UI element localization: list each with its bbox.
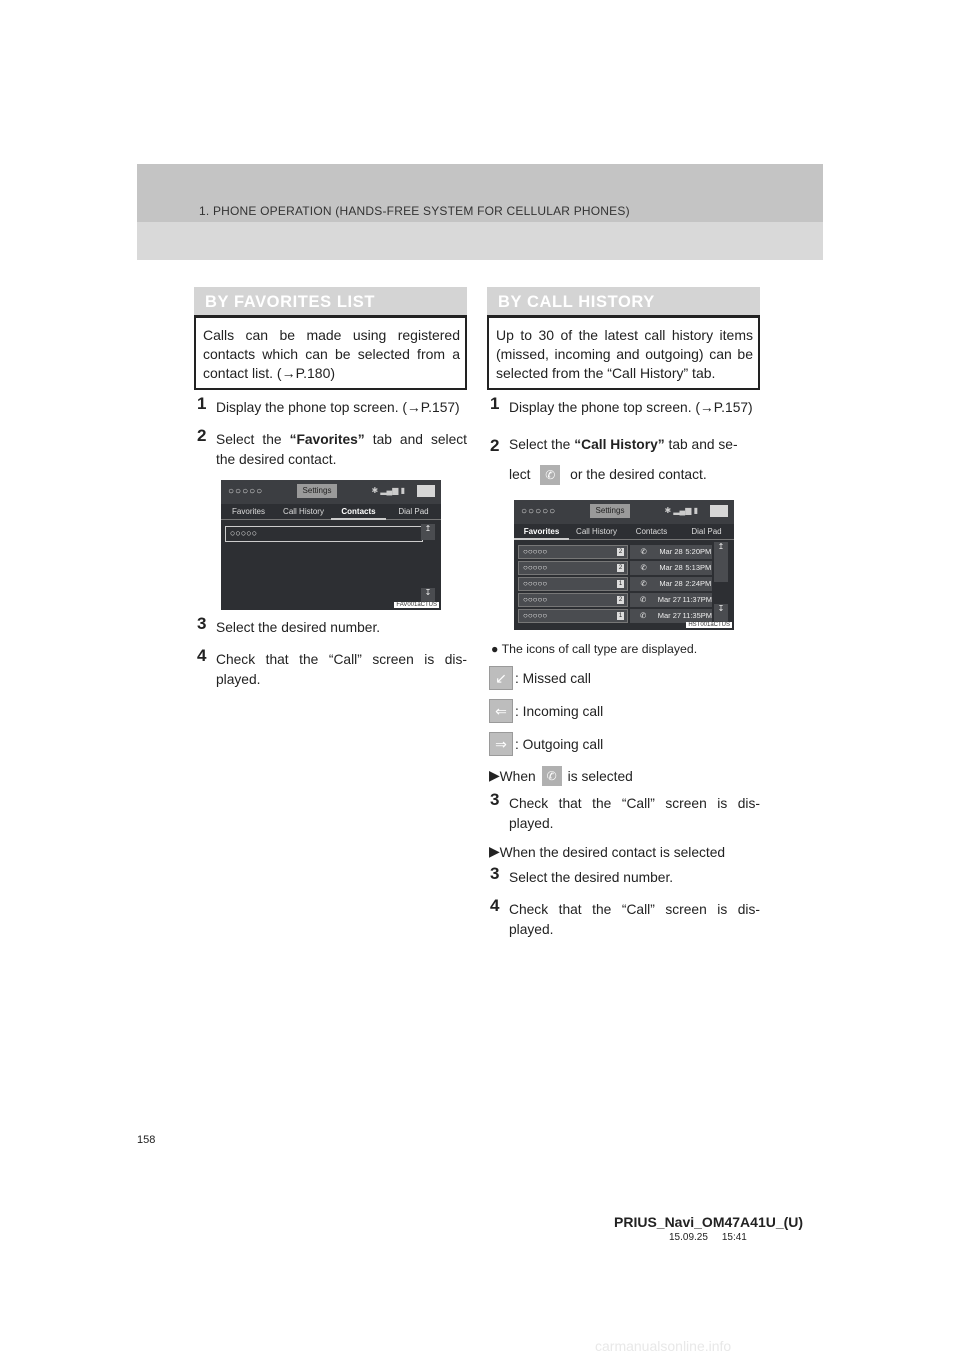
figure-caption: HST001aCTUS — [688, 622, 730, 628]
contact-name-text: ○○○○○ — [523, 546, 548, 556]
count-badge: 1 — [618, 612, 623, 619]
legend-incoming — [489, 699, 760, 723]
step-text: Select the desired number. — [216, 620, 381, 635]
tab-dial-pad[interactable]: Dial Pad — [679, 524, 734, 540]
step-2 — [194, 426, 467, 470]
document-id: PRIUS_Navi_OM47A41U_(U) — [614, 1214, 804, 1230]
history-row[interactable] — [518, 608, 712, 623]
step-text: Check that the “Call” screen is dis-played. — [509, 902, 760, 937]
legend-label: : Outgoing call — [515, 736, 604, 752]
scroll-down-button[interactable]: ↧ — [421, 588, 435, 604]
section-title: BY FAVORITES LIST — [194, 287, 467, 318]
contact-name[interactable] — [518, 577, 628, 591]
step-number: 2 — [490, 436, 500, 455]
step-text: or the desired contact. — [566, 467, 707, 482]
contact-name[interactable] — [518, 609, 628, 623]
header-band — [137, 164, 823, 260]
call-date: Mar 27 — [657, 594, 682, 604]
step-number: 3 — [490, 790, 500, 809]
tab-name-bold: “Favorites” — [289, 432, 365, 447]
phone-icon: ✆ — [640, 578, 647, 588]
step-2 — [487, 430, 760, 490]
tab-favorites[interactable]: Favorites — [514, 524, 569, 540]
phone-icon: ✆ — [540, 465, 560, 485]
tab-contacts[interactable]: Contacts — [331, 504, 386, 520]
legend-outgoing — [489, 732, 760, 756]
step-number: 1 — [490, 394, 500, 413]
condition-text: is selected — [567, 768, 633, 784]
call-entry[interactable] — [630, 609, 712, 623]
call-date: Mar 28 — [659, 578, 683, 588]
when-phone-selected — [489, 766, 760, 786]
step-number: 4 — [490, 896, 500, 915]
history-row[interactable] — [518, 576, 712, 591]
step-3 — [487, 864, 760, 888]
count-badge: 2 — [618, 548, 623, 555]
tab-call-history[interactable]: Call History — [276, 504, 331, 520]
history-row[interactable] — [518, 592, 712, 607]
call-time: 2:24PM — [685, 578, 712, 588]
settings-button[interactable]: Settings — [590, 504, 630, 518]
screen-tabs — [514, 524, 734, 540]
step-text: tab and select the desired contact. — [216, 432, 467, 467]
tab-dial-pad[interactable]: Dial Pad — [386, 504, 441, 520]
step-text: Select the — [509, 437, 575, 452]
count-badge: 1 — [618, 580, 623, 587]
contact-name-text: ○○○○○ — [523, 610, 548, 620]
contact-name-text: ○○○○○ — [523, 562, 548, 572]
step-3 — [487, 790, 760, 834]
phone-name: ○○○○○ — [228, 486, 264, 497]
phone-icon: ✆ — [639, 594, 647, 604]
contact-name[interactable] — [518, 593, 628, 607]
scroll-up-button[interactable]: ↥ — [421, 524, 435, 540]
tab-contacts[interactable]: Contacts — [624, 524, 679, 540]
step-number: 1 — [197, 394, 207, 413]
contact-name-text: ○○○○○ — [523, 578, 548, 588]
step-text: Check that the “Call” screen is dis-played. — [509, 796, 760, 831]
contact-name-text: ○○○○○ — [523, 594, 548, 604]
history-row[interactable] — [518, 544, 712, 559]
scroll-up-button[interactable]: ↥ — [714, 542, 728, 582]
step-text: Display the phone top screen. (→P.157) — [509, 400, 753, 415]
contact-name[interactable] — [518, 545, 628, 559]
watermark: carmanualsonline.info — [595, 1338, 732, 1354]
step-3 — [194, 614, 467, 638]
phone-name: ○○○○○ — [521, 506, 557, 517]
arrow-right-icon: ▶ — [489, 768, 500, 783]
step-4 — [194, 646, 467, 690]
missed-call-icon: ↙ — [489, 666, 513, 690]
call-history-section — [487, 287, 760, 940]
timestamp: 15.09.25 15:41 — [669, 1232, 747, 1243]
screen-top-bar — [514, 500, 734, 524]
call-entry[interactable] — [630, 545, 712, 559]
favorites-section — [194, 287, 467, 690]
tab-name-bold: “Call History” — [574, 437, 665, 452]
status-icons: ✱ ▂▄▆ ▮ — [664, 506, 698, 515]
step-text: tab and se- — [664, 437, 738, 452]
screen-top-bar — [221, 480, 441, 504]
call-date: Mar 27 — [657, 610, 682, 620]
phone-icon: ✆ — [640, 546, 647, 556]
call-entry[interactable] — [630, 593, 712, 607]
call-history-screen — [514, 500, 734, 630]
step-number: 2 — [197, 426, 207, 445]
step-text: Select the — [216, 432, 290, 447]
note-text: The icons of call type are displayed. — [501, 642, 698, 656]
tab-favorites[interactable]: Favorites — [221, 504, 276, 520]
step-text: Select the desired number. — [509, 870, 674, 885]
call-entry[interactable] — [630, 561, 712, 575]
call-entry[interactable] — [630, 577, 712, 591]
call-date: Mar 28 — [659, 562, 683, 572]
step-4 — [487, 896, 760, 940]
incoming-call-icon: ⇐ — [489, 699, 513, 723]
step-number: 3 — [197, 614, 207, 633]
call-time: 11:35PM — [682, 610, 712, 620]
legend-missed — [489, 666, 760, 690]
count-badge: 2 — [618, 596, 623, 603]
settings-button[interactable]: Settings — [297, 484, 337, 498]
step-text: lect — [509, 467, 535, 482]
call-time: 5:20PM — [685, 546, 712, 556]
step-1 — [487, 394, 760, 418]
mail-icon[interactable] — [417, 485, 435, 497]
legend-label: : Incoming call — [515, 703, 604, 719]
mail-icon[interactable] — [710, 505, 728, 517]
page-number: 158 — [137, 1134, 156, 1146]
call-time: 11:37PM — [682, 594, 712, 604]
arrow-right-icon: ▶ — [489, 844, 500, 859]
screen-tabs — [221, 504, 441, 520]
favorites-screen — [221, 480, 441, 610]
condition-text: When — [499, 768, 536, 784]
section-intro: Calls can be made using registered contacts which can be selected from a contact list. (→P.180) — [194, 318, 467, 390]
contact-name[interactable] — [518, 561, 628, 575]
step-number: 3 — [490, 864, 500, 883]
phone-icon: ✆ — [542, 766, 562, 786]
favorite-entry[interactable]: ○○○○○ — [225, 526, 423, 542]
section-intro: Up to 30 of the latest call history items (missed, incoming and outgoing) can be selected from the “Call History” tab. — [487, 318, 760, 390]
chapter-title: 1. PHONE OPERATION (HANDS-FREE SYSTEM FOR CELLULAR PHONES) — [199, 204, 630, 218]
figure-caption: FAV001aCTUS — [396, 602, 437, 608]
step-text: Check that the “Call” screen is dis-played. — [216, 652, 467, 687]
step-number: 4 — [197, 646, 207, 665]
count-badge: 2 — [618, 564, 623, 571]
when-contact-selected — [489, 844, 760, 860]
condition-text: When the desired contact is selected — [499, 844, 726, 860]
section-title: BY CALL HISTORY — [487, 287, 760, 318]
status-icons: ✱ ▂▄▆ ▮ — [371, 486, 405, 495]
call-time: 5:13PM — [685, 562, 712, 572]
tab-call-history[interactable]: Call History — [569, 524, 624, 540]
scroll-down-button[interactable]: ↧ — [714, 604, 728, 622]
step-text: Display the phone top screen. (→P.157) — [216, 400, 460, 415]
phone-icon: ✆ — [640, 562, 647, 572]
call-date: Mar 28 — [659, 546, 683, 556]
step-1 — [194, 394, 467, 418]
history-row[interactable] — [518, 560, 712, 575]
outgoing-call-icon: ⇒ — [489, 732, 513, 756]
note: ● The icons of call type are displayed. — [491, 642, 698, 656]
phone-icon: ✆ — [639, 610, 647, 620]
legend-label: : Missed call — [515, 670, 591, 686]
